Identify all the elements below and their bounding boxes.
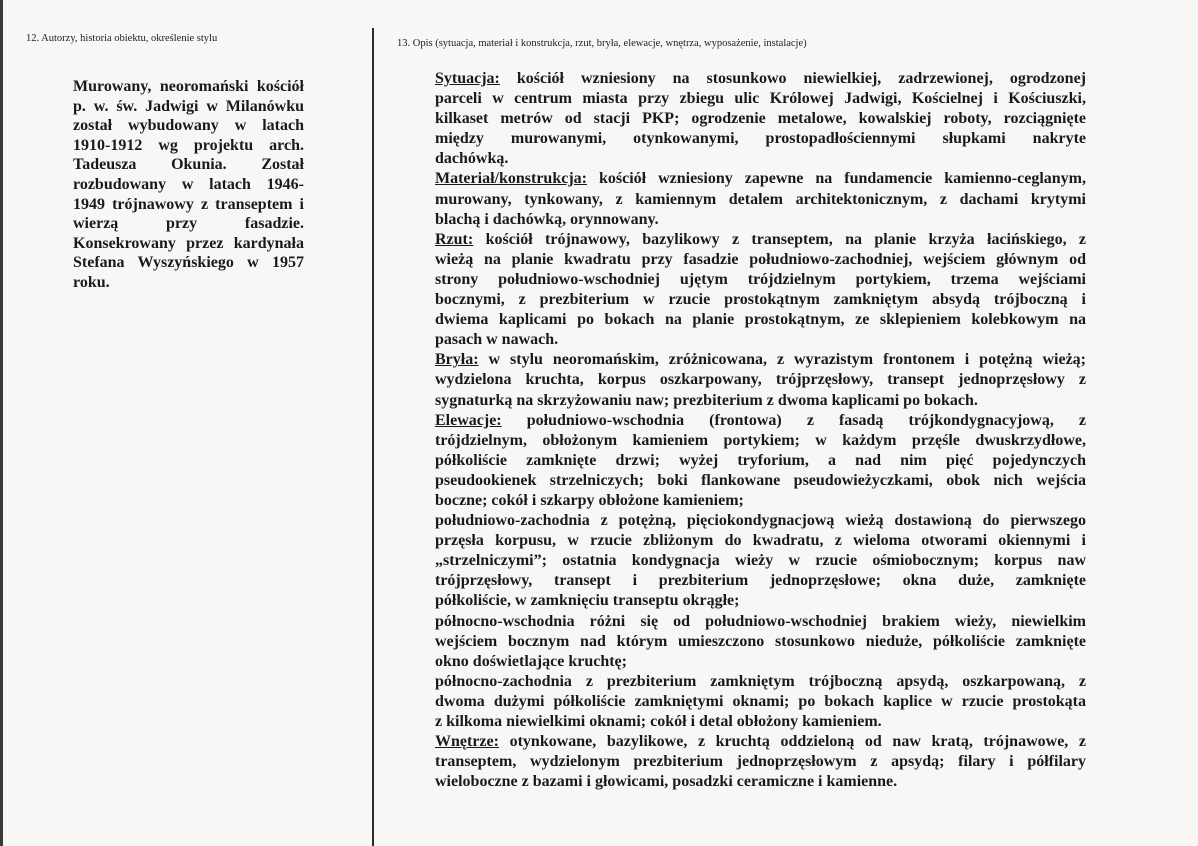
description-line — [435, 652, 1086, 672]
line-text: blachą i dachówką, orynnowany. — [435, 210, 659, 228]
line-text: wydzielona kruchta, korpus oszkarpowany, trójprzęsłowy, transept jednoprzęsłowy z — [435, 371, 1086, 389]
description-paragraph — [435, 169, 1086, 229]
description-line — [435, 491, 1086, 511]
description-line — [435, 350, 1086, 370]
paragraph-label: Materiał/konstrukcja: — [435, 170, 587, 188]
paragraph-label: Rzut: — [435, 230, 474, 248]
line-text: parceli w centrum miasta przy zbiegu ulic Królowej Jadwigi, Kościelnej i Kościuszki, — [435, 90, 1086, 108]
description-line — [435, 250, 1086, 270]
description-line — [435, 391, 1086, 411]
description-line — [435, 149, 1086, 169]
description-paragraph — [435, 69, 1086, 169]
line-text: trójprzęsłowy, transept i prezbiterium jednoprzęsłowe; okna duże, zamknięte — [435, 572, 1086, 590]
description-line — [435, 370, 1086, 390]
description-line — [435, 89, 1086, 109]
history-line: Murowany, neoromański kościół — [73, 78, 304, 95]
line-text: przęsła korpusu, w rzucie zbliżonym do kwadratu, z wieloma otworami okiennymi i — [435, 532, 1086, 550]
description-paragraph — [435, 612, 1086, 672]
description-paragraph — [435, 732, 1086, 792]
line-text: kościół wzniesiony na stosunkowo niewielkiej, zadrzewionej, ogrodzonej — [516, 70, 1086, 87]
line-text: transeptem, wydzielonym prezbiterium jednoprzęsłowym z apsydą; filary i półfilary — [435, 753, 1086, 771]
description-line — [435, 290, 1086, 310]
line-text: pseudookienek strzelniczych; boki flankowane pseudowieżyczkami, obok nich wejścia — [435, 471, 1086, 489]
line-text: wieloboczne z bazami i głowicami, posadzki ceramiczne i kamienne. — [435, 773, 898, 791]
description-line — [435, 571, 1086, 591]
description-paragraph — [435, 511, 1086, 611]
description-line — [435, 310, 1086, 330]
line-text: kilkaset metrów od stacji PKP; ogrodzenie metalowe, kowalskiej roboty, rozciągnięte — [435, 110, 1086, 128]
description-line — [435, 511, 1086, 531]
line-text: dwoma dużymi półkoliście zamkniętymi oknami; po bokach kaplice w rzucie prostokąta — [435, 692, 1086, 710]
line-text: między murowanymi, otynkowanymi, prostopadłościennymi słupkami nakryte — [435, 130, 1086, 148]
description-line — [435, 752, 1086, 772]
description-line — [435, 732, 1086, 752]
line-text: w stylu neoromańskim, zróżnicowana, z wyrazistym frontonem i potężną wieżą; — [488, 351, 1087, 369]
history-line: p. w. św. Jadwigi w Milanówku — [73, 97, 304, 115]
history-line: Konsekrowany przez kardynała — [73, 234, 304, 252]
description-line — [435, 69, 1086, 89]
line-text: murowany, tynkowany, z kamiennym detalem architektonicznym, z dachami krytymi — [435, 190, 1086, 208]
description-paragraph — [435, 350, 1086, 410]
description-line — [435, 531, 1086, 551]
history-line: roku. — [73, 273, 110, 291]
line-text: kościół wzniesiony zapewne na fundamencie kamienno-ceglanym, — [598, 170, 1086, 188]
line-text: północno-zachodnia z prezbiterium zamkniętym trójboczną apsydą, oszkarpowaną, z — [435, 672, 1086, 690]
history-text-block — [73, 77, 304, 293]
description-line — [435, 612, 1086, 632]
scan-edge — [0, 0, 3, 846]
line-text: południowo-wschodnia (frontowa) z fasadą trójkondygnacyjową, z — [526, 411, 1087, 429]
description-line — [435, 210, 1086, 230]
line-text: otynkowane, bazylikowe, z kruchtą oddzieloną od naw kratą, trójnawowe, z — [509, 733, 1087, 751]
line-text: kościół trójnawowy, bazylikowy z transeptem, na planie krzyża łacińskiego, z — [485, 230, 1087, 248]
section-12-header: 12. Autorzy, historia obiektu, określenie stylu — [26, 33, 218, 44]
description-line — [435, 230, 1086, 250]
paragraph-label: Sytuacja: — [435, 70, 500, 87]
description-paragraph — [435, 672, 1086, 732]
description-line — [435, 692, 1086, 712]
description-line — [435, 712, 1086, 732]
description-line — [435, 109, 1086, 129]
history-line: został wybudowany w latach — [73, 117, 304, 135]
description-line — [435, 451, 1086, 471]
column-divider — [372, 28, 374, 846]
line-text: bocznymi, z prezbiterium w rzucie prostokątnym zamkniętym absydą trójboczną i — [435, 291, 1086, 309]
paragraph-label: Bryła: — [435, 351, 479, 369]
description-line — [435, 772, 1086, 792]
line-text: okno doświetlające kruchtę; — [435, 652, 627, 670]
line-text: południowo-zachodnia z potężną, pięciokondygnacjową wieżą dostawioną do pierwszego — [435, 512, 1086, 530]
line-text: wieżą na planie kwadratu przy fasadzie południowo-zachodniej, wejściem głównym od — [435, 250, 1086, 268]
line-text: „strzelniczymi”; ostatnia kondygnacja wieży w rzucie ośmiobocznym; korpus naw — [435, 552, 1086, 570]
description-line — [435, 190, 1086, 210]
description-line — [435, 270, 1086, 290]
line-text: półkoliście zamknięte drzwi; wyżej tryforium, a nad nim pięć pojedynczych — [435, 451, 1086, 469]
line-text: z kilkoma niewielkimi oknami; cokół i detal obłożony kamieniem. — [435, 713, 882, 730]
description-line — [435, 471, 1086, 491]
line-text: strony południowo-wschodniej ujętym trójdzielnym portykiem, trzema wejściami — [435, 270, 1086, 288]
description-line — [435, 411, 1086, 431]
line-text: sygnaturką na skrzyżowaniu naw; prezbiterium z dwoma kaplicami po bokach. — [435, 391, 978, 409]
line-text: dwiema kaplicami po bokach na planie prostokątnym, ze sklepieniem kolebkowym na — [435, 311, 1086, 329]
line-text: trójdzielnym, obłożonym kamieniem portykiem; w każdym przęśle dwuskrzydłowe, — [435, 431, 1086, 449]
description-paragraph — [435, 411, 1086, 511]
description-line — [435, 431, 1086, 451]
description-paragraph — [435, 230, 1086, 351]
history-line: Stefana Wyszyńskiego w 1957 — [73, 254, 304, 272]
line-text: półkoliście, w zamknięciu transeptu okrągłe; — [435, 592, 740, 610]
history-line: 1949 trójnawowy z transeptem i — [73, 195, 304, 213]
description-line — [435, 551, 1086, 571]
description-line — [435, 330, 1086, 350]
line-text: dachówką. — [435, 150, 509, 168]
description-line — [435, 169, 1086, 189]
line-text: pasach w nawach. — [435, 331, 559, 349]
line-text: wejściem bocznym nad którym umieszczono stosunkowo nieduże, półkoliście zamknięte — [435, 632, 1086, 650]
line-text: północno-wschodnia różni się od południowo-wschodniej brakiem wieży, niewielkim — [435, 612, 1086, 630]
paragraph-label: Wnętrze: — [435, 733, 499, 751]
section-13-header: 13. Opis (sytuacja, materiał i konstrukcja, rzut, bryła, elewacje, wnętrza, wyposażenie, instalacje) — [397, 38, 807, 49]
history-line: Tadeusza Okunia. Został — [73, 156, 304, 174]
history-line: wierzą przy fasadzie. — [73, 215, 304, 233]
paragraph-label: Elewacje: — [435, 411, 502, 429]
line-text: boczne; cokół i szkarpy obłożone kamieniem; — [435, 491, 744, 509]
description-text-block — [435, 69, 1086, 792]
description-line — [435, 672, 1086, 692]
description-line — [435, 129, 1086, 149]
description-line — [435, 591, 1086, 611]
history-line: rozbudowany w latach 1946- — [73, 175, 304, 193]
history-line: 1910-1912 wg projektu arch. — [73, 136, 304, 154]
description-line — [435, 632, 1086, 652]
